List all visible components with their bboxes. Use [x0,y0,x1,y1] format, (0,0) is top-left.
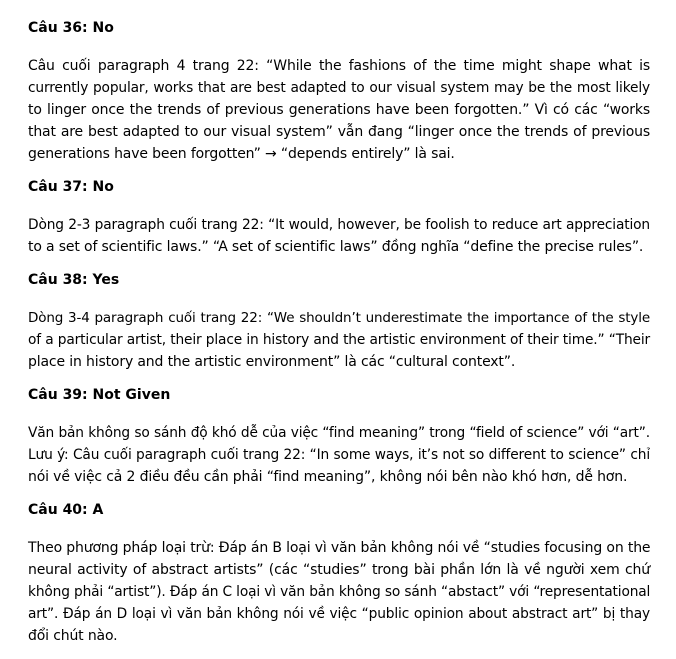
question-heading: Câu 39: Not Given [28,387,171,403]
text-line: nói về việc cả 2 điều đều cần phải “find meaning”, không nói bên nào khó hơn, dễ hơn. [28,469,628,485]
text-line: Văn bản không so sánh độ khó dễ của việc “find meaning” trong “field of science” với “art”. [28,425,650,441]
text-line: neural activity of abstract artists” (các “studies” trong bài phần lớn là về người xem chứ [28,562,650,578]
explanation-paragraph [28,55,650,165]
question-heading: Câu 37: No [28,179,114,195]
text-line: currently popular, works that are best adapted to our visual system may be the most likely [28,80,650,96]
text-line: Theo phương pháp loại trừ: Đáp án B loại vì văn bản không nói về “studies focusing on the [28,540,651,556]
text-line: place in history and the artistic environment” là các “cultural context”. [28,354,516,370]
explanation-paragraph [28,422,650,488]
answer-document [28,18,650,659]
question-heading: Câu 36: No [28,20,114,36]
text-line: that are best adapted to our visual system” vẫn đang “linger once the trends of previous [28,124,650,140]
text-line: Câu cuối paragraph 4 trang 22: “While the fashions of the time might shape what is [28,58,650,74]
answer-section-36 [28,18,650,165]
question-heading: Câu 40: A [28,502,104,518]
answer-section-37 [28,177,650,258]
question-heading: Câu 38: Yes [28,272,120,288]
text-line: generations have been forgotten” → “depends entirely” là sai. [28,146,455,162]
text-line: Dòng 3-4 paragraph cuối trang 22: “We shouldn’t underestimate the importance of the style [28,310,650,326]
text-line: art”. Đáp án D loại vì văn bản không nói về việc “public opinion about abstract art” bị thay [28,606,650,622]
explanation-paragraph [28,214,650,258]
text-line: Dòng 2-3 paragraph cuối trang 22: “It would, however, be foolish to reduce art appreciation [28,217,650,233]
answer-section-39 [28,385,650,488]
text-line: Lưu ý: Câu cuối paragraph cuối trang 22: “In some ways, it’s not so different to science” chỉ [28,447,650,463]
text-line: to a set of scientific laws.” “A set of scientific laws” đồng nghĩa “define the precise rules”. [28,239,644,255]
text-line: to linger once the trends of previous generations have been forgotten.” Vì có các “works [28,102,650,118]
text-line: không phải “artist”). Đáp án C loại vì văn bản không so sánh “abstact” với “representational [28,584,651,600]
explanation-paragraph [28,537,650,647]
explanation-paragraph [28,307,650,373]
text-line: of a particular artist, their place in history and the artistic environment of their time.” “Their [28,332,650,348]
answer-section-38 [28,270,650,373]
answer-section-40 [28,500,650,647]
text-line: đổi chút nào. [28,628,118,644]
